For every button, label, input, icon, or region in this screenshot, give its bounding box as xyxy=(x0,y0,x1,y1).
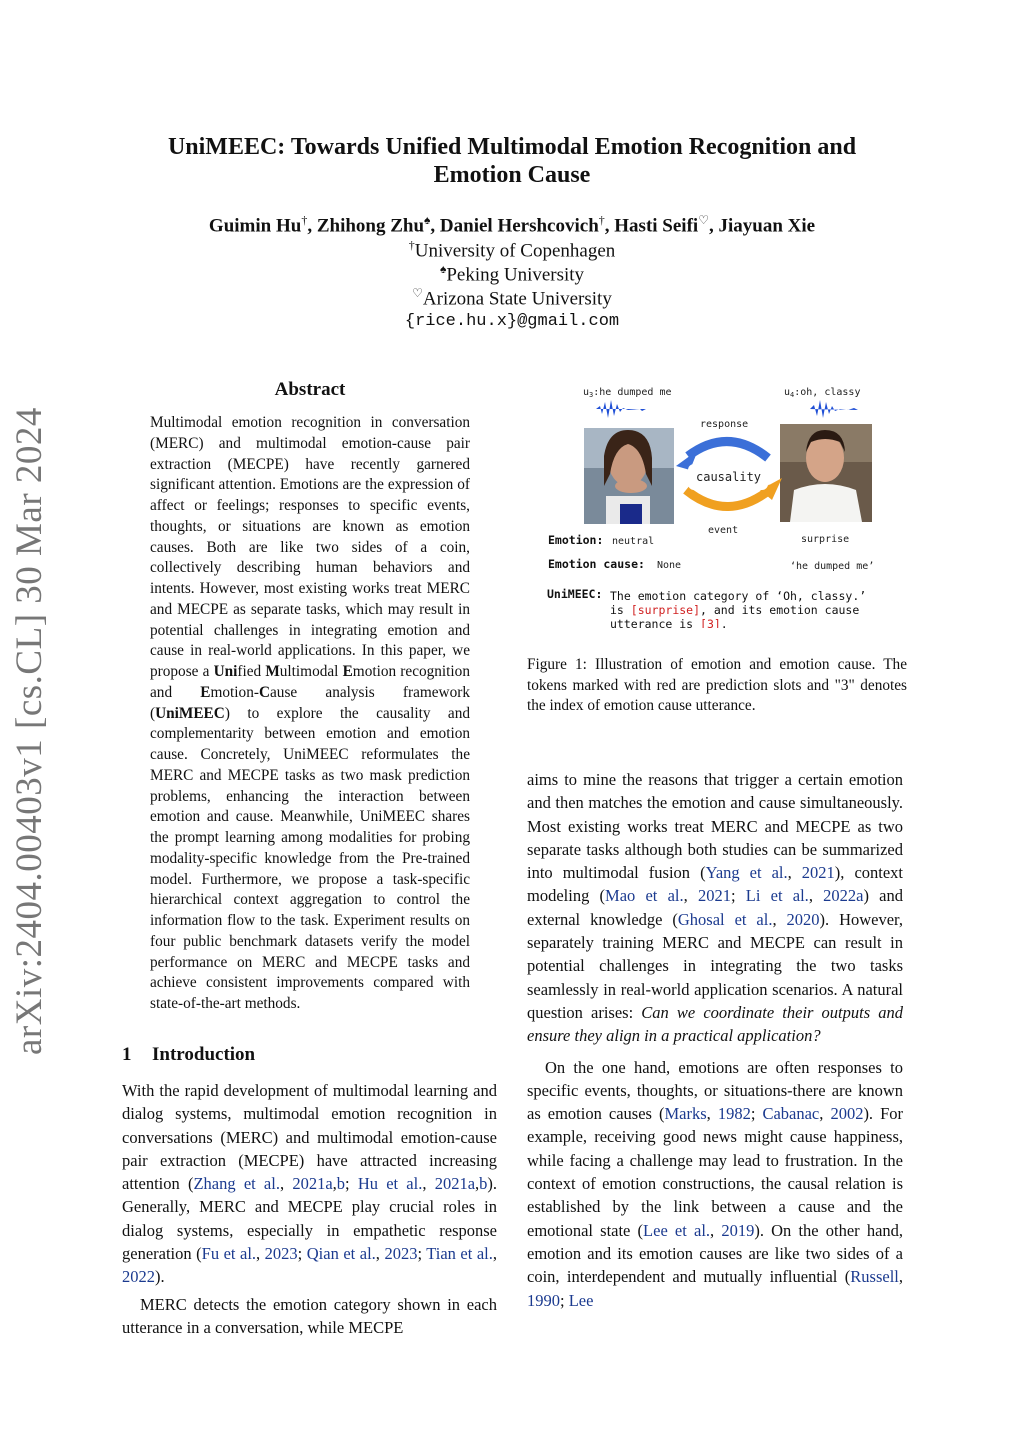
citation-link[interactable]: 2019 xyxy=(721,1220,755,1240)
section-heading xyxy=(122,1044,255,1066)
text-run: With the rapid development of multimodal learning and dialog systems, multimodal emotion recognition in conversations (MERC) and multimodal emotion-cause pair extraction (MECPE) have attracted increasing attention ( xyxy=(122,1081,497,1194)
paragraph: MERC detects the emotion category shown in each utterance in a conversation, while MECPE xyxy=(122,1294,497,1337)
text-run: ; xyxy=(560,1290,569,1310)
text-run: ; xyxy=(750,1104,763,1124)
arrow-label-event: event xyxy=(708,525,739,536)
abstract-text xyxy=(150,413,470,1015)
citation-link[interactable]: Qian et al. xyxy=(306,1244,376,1264)
emotion-right-value: surprise xyxy=(801,534,850,545)
bold-run: Uni xyxy=(213,663,238,680)
affiliation xyxy=(100,286,924,310)
italic-question: Can we coordinate their outputs and ensure they align in a practical application? xyxy=(527,1002,903,1046)
citation-link[interactable]: 2002 xyxy=(830,1104,864,1124)
text-run: ). xyxy=(155,1267,165,1287)
citation-link[interactable]: Lee et al. xyxy=(643,1220,711,1240)
audio-wave-icon xyxy=(596,400,646,418)
text-run: ). Generally, MERC and MECPE play crucial roles in dialog systems, especially in empathetic response generation ( xyxy=(122,1174,498,1264)
affiliation xyxy=(100,262,924,286)
text-run: , xyxy=(279,1174,293,1194)
text-run: , xyxy=(332,1174,337,1194)
bold-run: E xyxy=(200,683,211,701)
bold-run: M xyxy=(265,663,280,680)
citation-link[interactable]: 1982 xyxy=(717,1104,751,1124)
bold-run: UniMEEC xyxy=(155,704,225,722)
citation-link[interactable]: Li et al. xyxy=(745,886,809,906)
text-run: , xyxy=(683,886,698,906)
citation-link[interactable]: Zhang et al. xyxy=(193,1174,280,1194)
text-run: , xyxy=(492,1244,497,1264)
emotion-row-label: Emotion: xyxy=(548,533,604,547)
citation-link[interactable]: Russell xyxy=(850,1267,899,1287)
affiliation-mark: † xyxy=(598,213,605,227)
text-run: , xyxy=(422,1174,435,1194)
affiliation-mark: ♠ xyxy=(424,213,431,227)
text-run: ) and external knowledge ( xyxy=(527,886,904,929)
unimeec-row-label: UniMEEC: xyxy=(547,587,603,601)
author-name: Guimin Hu xyxy=(208,215,302,237)
arxiv-identifier: arXiv:2404.00403v1 [cs.CL] 30 Mar 2024 xyxy=(9,407,50,1055)
text-run: ; xyxy=(345,1174,358,1194)
text-run: , xyxy=(808,886,824,906)
text-run: ause analysis framework ( xyxy=(150,683,470,722)
contact-email: {rice.hu.x}@gmail.com xyxy=(404,312,620,331)
citation-link[interactable]: b xyxy=(479,1174,488,1194)
text-run: ; xyxy=(730,886,746,906)
citation-link[interactable]: Hu et al. xyxy=(357,1174,423,1194)
utterance-u4-label: $u_4:oh$, classy xyxy=(784,387,861,399)
text-run: , xyxy=(710,1220,722,1240)
text-run: , xyxy=(256,1244,265,1264)
citation-link[interactable]: 2022 xyxy=(122,1267,155,1287)
abstract-heading: Abstract xyxy=(274,379,346,400)
paragraph xyxy=(527,768,903,1048)
title-line-2: Emotion Cause xyxy=(433,162,591,188)
text-run: , xyxy=(772,909,787,929)
text-run: ). However, separately training MERC and MECPE can result in potential challenges in integrating the two tasks seamlessly in real-world application scenarios. A natural question arises: xyxy=(527,909,904,1022)
affiliation-name: University of Copenhagen xyxy=(414,240,616,262)
citation-link[interactable]: Lee xyxy=(568,1290,594,1310)
text-run: ), context modeling ( xyxy=(527,863,904,906)
paper-title xyxy=(100,133,924,189)
utterance-u3-label: $u_3:he$ dumped me xyxy=(583,387,672,399)
citation-link[interactable]: Ghosal et al. xyxy=(677,909,773,929)
affiliation-mark: ♡ xyxy=(698,213,709,227)
affiliation-mark: † xyxy=(301,213,308,227)
citation-link[interactable]: Cabanac xyxy=(762,1104,820,1124)
citation-link[interactable]: Fu et al. xyxy=(201,1244,257,1264)
text-run: , xyxy=(898,1267,903,1287)
paragraph xyxy=(527,1056,903,1312)
unimeec-output-line-2: is [surprise], and its emotion cause xyxy=(610,603,860,617)
citation-link[interactable]: Marks xyxy=(664,1104,707,1124)
section-title: Introduction xyxy=(152,1044,256,1065)
paragraph xyxy=(122,1079,497,1289)
author-name: Jiayuan Xie xyxy=(718,215,816,237)
citation-link[interactable]: 2023 xyxy=(264,1244,298,1264)
emotion-cause-row-label: Emotion cause: xyxy=(548,557,645,571)
emotion-left-value: neutral xyxy=(612,536,655,547)
text-run: ; xyxy=(297,1244,307,1264)
arrow-label-causality: causality xyxy=(696,470,762,484)
affiliation-name: Arizona State University xyxy=(422,288,612,310)
author-name: Zhihong Zhu xyxy=(316,215,425,237)
text-run: Multimodal emotion recognition in conversation (MERC) and multimodal emotion-cause pair extraction (MECPE) have recently garnered significant attention. Emotions are the expression of affect or feelings; responses to specific events, thoughts, or situations are known as emotion causes. Both are like two sides of a coin, collectively describing human behaviors and intents. However, most existing works treat MERC and MECPE as separate tasks, which may result in potential challenges in integrating emotion and cause in real-world applications. In this paper, we propose a xyxy=(150,414,470,680)
text-run: motion recognition and xyxy=(150,663,470,701)
citation-link[interactable]: Tian et al. xyxy=(426,1244,493,1264)
intro-left-column xyxy=(122,1079,497,1339)
text-run: , xyxy=(706,1104,718,1124)
affiliation-name: Peking University xyxy=(446,264,585,286)
text-run: ). For example, receiving good news might cause happiness, while facing a challenge may lead to frustration. In the context of emotion constructions, the causal relation is established by the link between a cause and the emotional state ( xyxy=(527,1104,904,1240)
citation-link[interactable]: b xyxy=(336,1174,346,1194)
citation-link[interactable]: 2022a xyxy=(823,886,864,906)
text-run: ) to explore the causality and complementarity between emotion and emotion cause. Concretely, UniMEEC reformulates the MERC and MECPE tasks as two mask prediction problems, enhancing the interaction between emotion and cause. Meanwhile, UniMEEC shares the prompt learning among modalities for probing modality-specific knowledge from the Pre-trained model. Furthermore, we propose a task-specific hierarchical context aggregation to control the information flow to the task. Experiment results on four public benchmark datasets verify the model performance on MERC and MECPE tasks and achieve consistent improvements compared with state-of-the-art methods. xyxy=(150,704,470,1012)
arrow-label-response: response xyxy=(700,419,749,430)
citation-link[interactable]: 2023 xyxy=(384,1244,418,1264)
citation-link[interactable]: 2021a xyxy=(434,1174,476,1194)
affiliation xyxy=(100,238,924,262)
unimeec-output-line-1: The emotion category of ‘Oh, classy.’ xyxy=(610,589,867,603)
author-list: Guimin Hu†, Zhihong Zhu♠, Daniel Hershcovich†, Hasti Seifi♡, Jiayuan Xie xyxy=(208,213,816,237)
text-run: , xyxy=(475,1174,480,1194)
text-run: aims to mine the reasons that trigger a certain emotion and then matches the emotion and cause simultaneously. Most existing works treat MERC and MECPE as two separate tasks although both studies can be summarized into multimodal fusion ( xyxy=(527,770,903,883)
citation-link[interactable]: Mao et al. xyxy=(605,886,684,906)
emotion-cause-right-value: ‘he dumped me’ xyxy=(790,561,875,572)
bold-run: C xyxy=(258,683,271,701)
citation-link[interactable]: 2021 xyxy=(697,886,731,906)
text-run: , xyxy=(375,1244,385,1264)
text-run: ; xyxy=(417,1244,427,1264)
citation-link[interactable]: Yang et al. xyxy=(705,863,788,883)
text-run: On the one hand, emotions are often responses to specific events, thoughts, or situations-there are known as emotion causes ( xyxy=(527,1057,903,1124)
text-run: fied xyxy=(237,663,266,680)
citation-link[interactable]: 2020 xyxy=(786,909,820,929)
affiliation-mark: ♡ xyxy=(412,286,423,300)
title-line-1: UniMEEC: Towards Unified Multimodal Emotion Recognition and xyxy=(167,134,857,160)
speaker-photo-right xyxy=(780,424,872,522)
unimeec-output-line-3: utterance is [3]. xyxy=(610,617,728,628)
affiliation-mark: † xyxy=(408,238,415,252)
section-number: 1 xyxy=(122,1044,132,1065)
text-run: , xyxy=(819,1104,831,1124)
speaker-photo-left xyxy=(584,428,674,524)
bold-run: E xyxy=(342,663,353,680)
affiliation-mark: ♠ xyxy=(439,262,447,276)
text-run: ultimodal xyxy=(279,663,343,680)
citation-link[interactable]: 2021 xyxy=(801,863,835,883)
author-name: Hasti Seifi xyxy=(614,215,699,237)
audio-wave-icon xyxy=(810,400,858,418)
figure-caption: Figure 1: Illustration of emotion and emotion cause. The tokens marked with red are prediction slots and "3" denotes the index of emotion cause utterance. xyxy=(527,656,907,714)
citation-link[interactable]: 2021a xyxy=(292,1174,333,1194)
text-run: ). On the other hand, emotion and its emotion causes are like two sides of a coin, interdependent and mutually influential ( xyxy=(527,1220,904,1287)
text-run: motion- xyxy=(210,683,259,701)
text-run: , xyxy=(787,863,802,883)
figure-1 xyxy=(528,378,908,628)
author-name: Daniel Hershcovich xyxy=(439,215,599,237)
citation-link[interactable]: 1990 xyxy=(527,1290,560,1310)
intro-right-column xyxy=(527,768,903,1312)
emotion-cause-left-value: None xyxy=(657,560,682,571)
